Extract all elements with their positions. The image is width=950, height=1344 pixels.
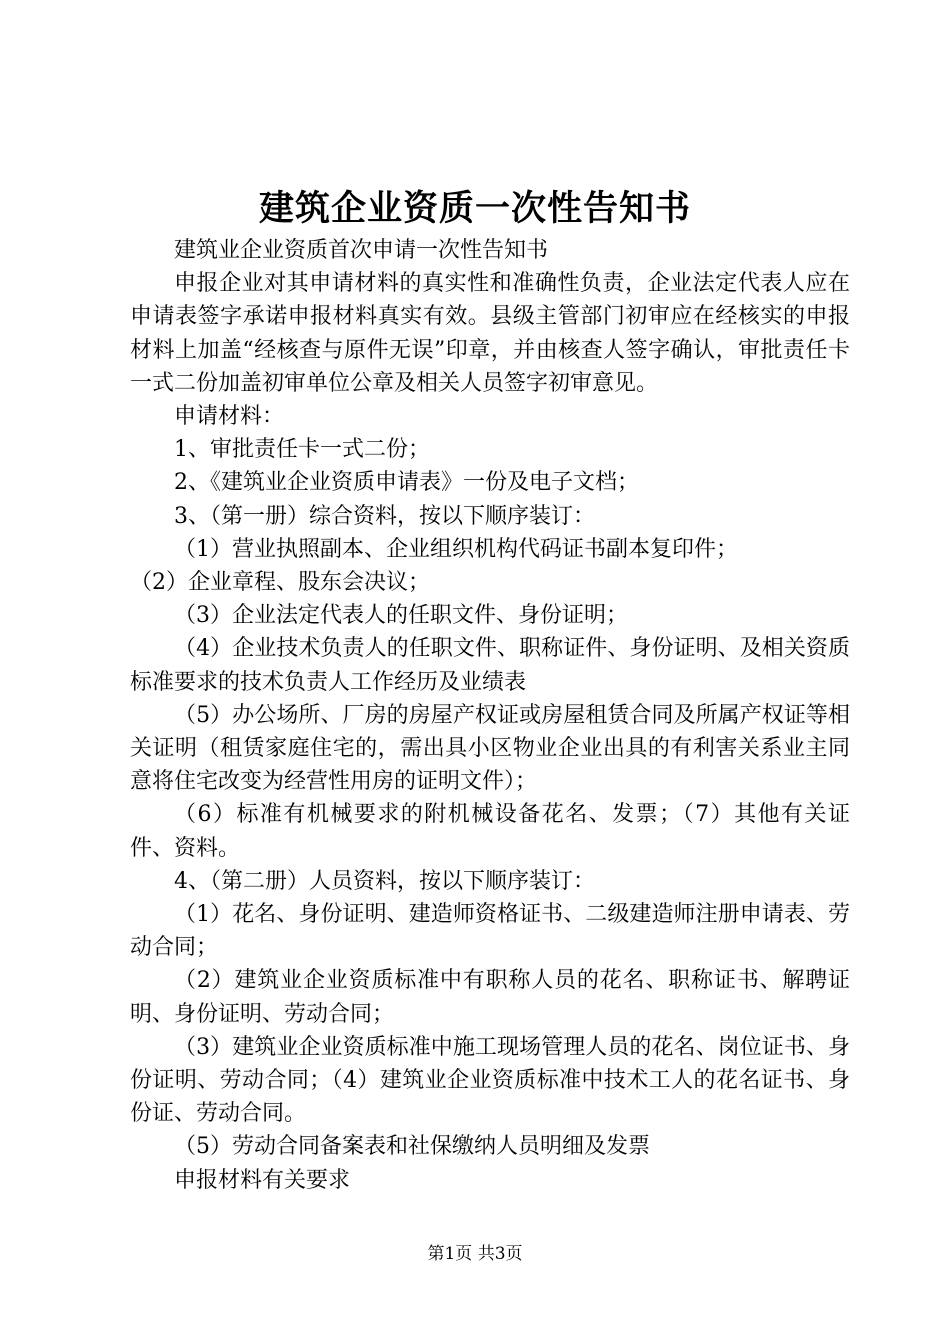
- body-paragraph: 申请材料：: [174, 404, 285, 430]
- body-paragraph: （5）办公场所、厂房的房屋产权证或房屋租赁合同及所属产权证等相关证明（租赁家庭住宅的，需出具小区物业企业出具的有利害关系业主同意将住宅改变为经营性用房的证明文件）；: [130, 702, 850, 795]
- body-paragraph: 4、（第二册）人员资料，按以下顺序装订：: [174, 868, 595, 894]
- page-footer: 第1页 共3页: [427, 1244, 523, 1264]
- body-paragraph: 2、《建筑业企业资质申请表》一份及电子文档；: [174, 470, 639, 496]
- body-paragraph: （2）企业章程、股东会决议；: [130, 570, 430, 596]
- body-paragraph: （3）建筑业企业资质标准中施工现场管理人员的花名、岗位证书、身份证明、劳动合同；（4）建筑业企业资质标准中技术工人的花名证书、身份证、劳动合同。: [130, 1034, 850, 1127]
- body-paragraph: 建筑业企业资质首次申请一次性告知书: [174, 238, 549, 263]
- body-paragraph: （6）标准有机械要求的附机械设备花名、发票；（7）其他有关证件、资料。: [130, 802, 850, 861]
- body-paragraph: （1）花名、身份证明、建造师资格证书、二级建造师注册申请表、劳动合同；: [130, 902, 850, 961]
- body-paragraph: （4）企业技术负责人的任职文件、职称证件、身份证明、及相关资质标准要求的技术负责人工作经历及业绩表: [130, 636, 850, 695]
- body-paragraph: （1）营业执照副本、企业组织机构代码证书副本复印件；: [174, 536, 738, 562]
- body-paragraph: （5）劳动合同备案表和社保缴纳人员明细及发票: [174, 1134, 650, 1160]
- body-paragraph: （3）企业法定代表人的任职文件、身份证明；: [174, 603, 628, 629]
- document-title: 建筑企业资质一次性告知书: [258, 188, 691, 229]
- body-paragraph: （2）建筑业企业资质标准中有职称人员的花名、职称证书、解聘证明、身份证明、劳动合同；: [130, 968, 850, 1027]
- body-paragraph: 申报企业对其申请材料的真实性和准确性负责，企业法定代表人应在申请表签字承诺申报材料真实有效。县级主管部门初审应在经核实的申报材料上加盖“经核查与原件无误”印章，并由核查人签字确认，审批责任卡一式二份加盖初审单位公章及相关人员签字初审意见。: [130, 271, 850, 396]
- body-paragraph: 1、审批责任卡一式二份；: [174, 437, 430, 463]
- document-body: [130, 234, 850, 1197]
- body-paragraph: 3、（第一册）综合资料，按以下顺序装订：: [174, 503, 595, 529]
- body-paragraph: 申报材料有关要求: [174, 1167, 351, 1193]
